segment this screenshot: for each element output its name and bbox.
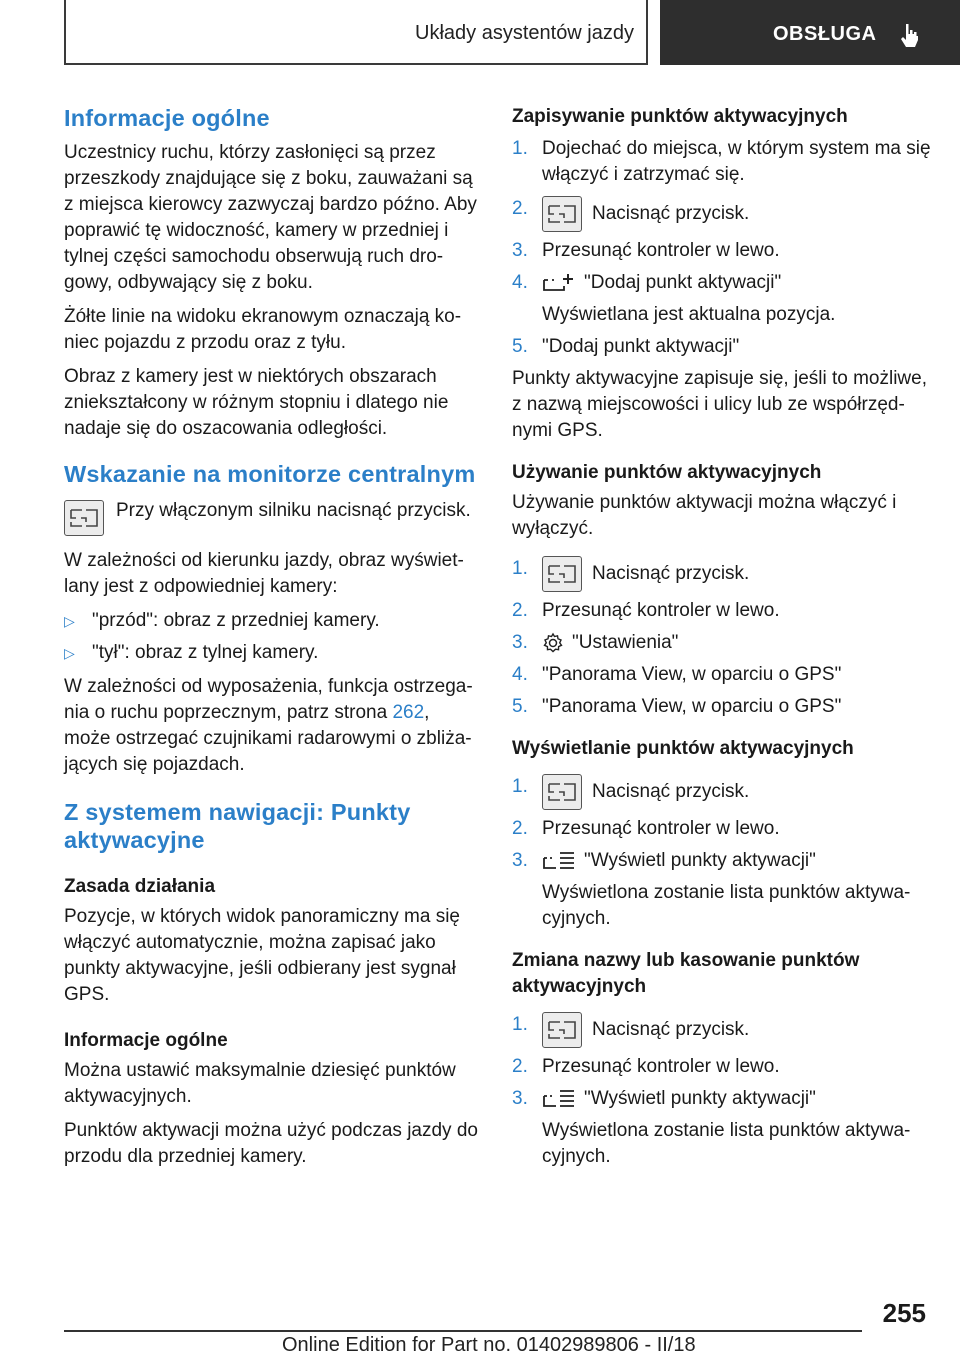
step-item <box>512 334 932 360</box>
hand-pointer-icon <box>899 22 921 48</box>
step-text: Przesunąć kontroler w lewo. <box>542 818 780 839</box>
step-text: "Wyświetl punkty aktywacji" <box>584 1088 816 1109</box>
triangle-bullet-icon: ▷ <box>64 613 75 629</box>
heading-central-display: Wskazanie na monitorze centralnym <box>64 461 476 487</box>
paragraph-max-points: Można ustawić maksymalnie dziesięć punktów aktywacyjnych. <box>64 1060 456 1107</box>
step-text: "Dodaj punkt aktywacji" <box>584 272 782 293</box>
step-item <box>512 598 932 624</box>
heading-navigation-activation-points: Z systemem nawigacji: Punkty aktywacyjne <box>64 799 411 853</box>
step-number: 1. <box>512 1014 528 1035</box>
camera-button-icon <box>542 196 582 232</box>
step-text: "Ustawienia" <box>572 632 679 653</box>
step-item <box>512 238 932 264</box>
camera-button-icon <box>542 774 582 810</box>
paragraph-distortion: Obraz z kamery jest w niektórych obszarach zniekształcony w różnym stopniu i dlatego nie nadaje się do oszacowania odległości. <box>64 366 449 439</box>
add-activation-point-icon <box>542 272 576 294</box>
display-steps-list <box>512 774 932 932</box>
step-number: 3. <box>512 1088 528 1109</box>
step-item <box>512 774 932 810</box>
chapter-tab <box>660 0 960 65</box>
list-item: ▷ "tył": obraz z tylnej kamery. <box>64 640 480 666</box>
step-number: 1. <box>512 558 528 579</box>
step-number: 2. <box>512 818 528 839</box>
heading-general-info-2: Informacje ogólne <box>64 1030 228 1051</box>
step-item <box>512 136 932 188</box>
step-subtext: Wyświetlona zostanie lista punktów aktywa-cyjnych. <box>542 882 911 929</box>
step-item <box>512 848 932 932</box>
gear-icon <box>542 632 564 654</box>
camera-list <box>64 608 480 666</box>
step-text: Dojechać do miejsca, w którym system ma się włączyć i zatrzymać się. <box>542 138 931 185</box>
step-item <box>512 662 932 688</box>
step-text: Nacisnąć przycisk. <box>592 1019 750 1041</box>
list-activation-points-icon <box>542 850 576 872</box>
step-number: 3. <box>512 632 528 653</box>
heading-principle: Zasada działania <box>64 876 216 897</box>
footer-divider <box>64 1330 862 1332</box>
rename-steps-list <box>512 1012 932 1170</box>
section-title: Układy asystentów jazdy <box>415 22 634 44</box>
step-item <box>512 196 932 232</box>
step-item <box>512 1054 932 1080</box>
right-column <box>512 100 932 1170</box>
step-text: Nacisnąć przycisk. <box>592 203 750 225</box>
step-item <box>512 630 932 656</box>
step-item <box>512 1012 932 1048</box>
button-instruction <box>64 498 480 536</box>
step-number: 2. <box>512 198 528 219</box>
paragraph-press-button: Przy włączonym silniku nacisnąć przycisk. <box>116 500 471 521</box>
step-number: 1. <box>512 138 528 159</box>
chapter-tab-label: OBSŁUGA <box>773 23 877 45</box>
camera-button-icon <box>64 500 104 536</box>
paragraph-use-intro: Używanie punktów aktywacji można włączyć i wyłączyć. <box>512 492 897 539</box>
step-number: 2. <box>512 1056 528 1077</box>
heading-rename-delete-points: Zmiana nazwy lub kasowanie punktów aktywacyjnych <box>512 950 860 997</box>
camera-button-icon <box>542 556 582 592</box>
step-item <box>512 694 932 720</box>
step-text: Przesunąć kontroler w lewo. <box>542 240 780 261</box>
step-number: 3. <box>512 850 528 871</box>
triangle-bullet-icon: ▷ <box>64 645 75 661</box>
step-number: 4. <box>512 664 528 685</box>
step-text: Przesunąć kontroler w lewo. <box>542 600 780 621</box>
list-activation-points-icon <box>542 1088 576 1110</box>
step-number: 4. <box>512 272 528 293</box>
left-column <box>64 100 480 1170</box>
step-item <box>512 1086 932 1170</box>
paragraph-yellow-lines: Żółte linie na widoku ekranowym oznaczają ko-niec pojazdu z przodu oraz z tyłu. <box>64 306 462 353</box>
step-text: "Panorama View, w oparciu o GPS" <box>542 664 842 685</box>
heading-general-info: Informacje ogólne <box>64 105 270 131</box>
step-number: 5. <box>512 336 528 357</box>
camera-button-icon <box>542 1012 582 1048</box>
step-item <box>512 556 932 592</box>
page-header <box>0 0 960 66</box>
save-steps-list <box>512 136 932 360</box>
step-text: Nacisnąć przycisk. <box>592 563 750 585</box>
step-number: 1. <box>512 776 528 797</box>
paragraph-intro: Uczestnicy ruchu, którzy zasłonięci są przez przeszkody znajdujące się z boku, zauważani są z miejsca kierowcy zazwyczaj bardzo późno. Aby poprawić tę widoczność, kamery w przedniej i tylnej części samochodu obserwują ruch dro-gowy, odbywający się z boku. <box>64 142 477 293</box>
use-steps-list <box>512 556 932 720</box>
step-item <box>512 816 932 842</box>
page-number: 255 <box>882 1298 926 1328</box>
step-text: "Panorama View, w oparciu o GPS" <box>542 696 842 717</box>
step-number: 3. <box>512 240 528 261</box>
step-subtext: Wyświetlana jest aktualna pozycja. <box>542 304 836 325</box>
section-title-box <box>64 0 648 65</box>
paragraph-cross-traffic: W zależności od wyposażenia, funkcja ostrzega-nia o ruchu poprzecznym, patrz strona 262, może ostrzegać czujnikami radarowymi o zbliża-jących się pojazdach. <box>64 676 473 775</box>
footer-edition: Online Edition for Part no. 01402989806 - II/18 <box>282 1334 696 1356</box>
heading-save-points: Zapisywanie punktów aktywacyjnych <box>512 106 848 127</box>
step-number: 5. <box>512 696 528 717</box>
step-number: 2. <box>512 600 528 621</box>
step-text: Nacisnąć przycisk. <box>592 781 750 803</box>
step-item <box>512 270 932 328</box>
step-subtext: Wyświetlona zostanie lista punktów aktywa-cyjnych. <box>542 1120 911 1167</box>
paragraph-front-camera: Punktów aktywacji można użyć podczas jazdy do przodu dla przedniej kamery. <box>64 1120 478 1167</box>
paragraph-principle: Pozycje, w których widok panoramiczny ma się włączyć automatycznie, można zapisać jako punkty aktywacyjne, jeśli odbierany jest sygnał GPS. <box>64 906 460 1005</box>
step-text: "Dodaj punkt aktywacji" <box>542 336 740 357</box>
heading-use-points: Używanie punktów aktywacyjnych <box>512 462 822 483</box>
list-item: ▷ "przód": obraz z przedniej kamery. <box>64 608 480 634</box>
paragraph-save-note: Punkty aktywacyjne zapisuje się, jeśli to możliwe, z nazwą miejscowości i ulicy lub ze współrzęd-nymi GPS. <box>512 368 928 441</box>
step-text: Przesunąć kontroler w lewo. <box>542 1056 780 1077</box>
page-link-262[interactable]: 262 <box>392 702 425 723</box>
step-text: "Wyświetl punkty aktywacji" <box>584 850 816 871</box>
heading-display-points: Wyświetlanie punktów aktywacyjnych <box>512 738 854 759</box>
paragraph-direction: W zależności od kierunku jazdy, obraz wyświet-lany jest z odpowiedniej kamery: <box>64 550 464 597</box>
